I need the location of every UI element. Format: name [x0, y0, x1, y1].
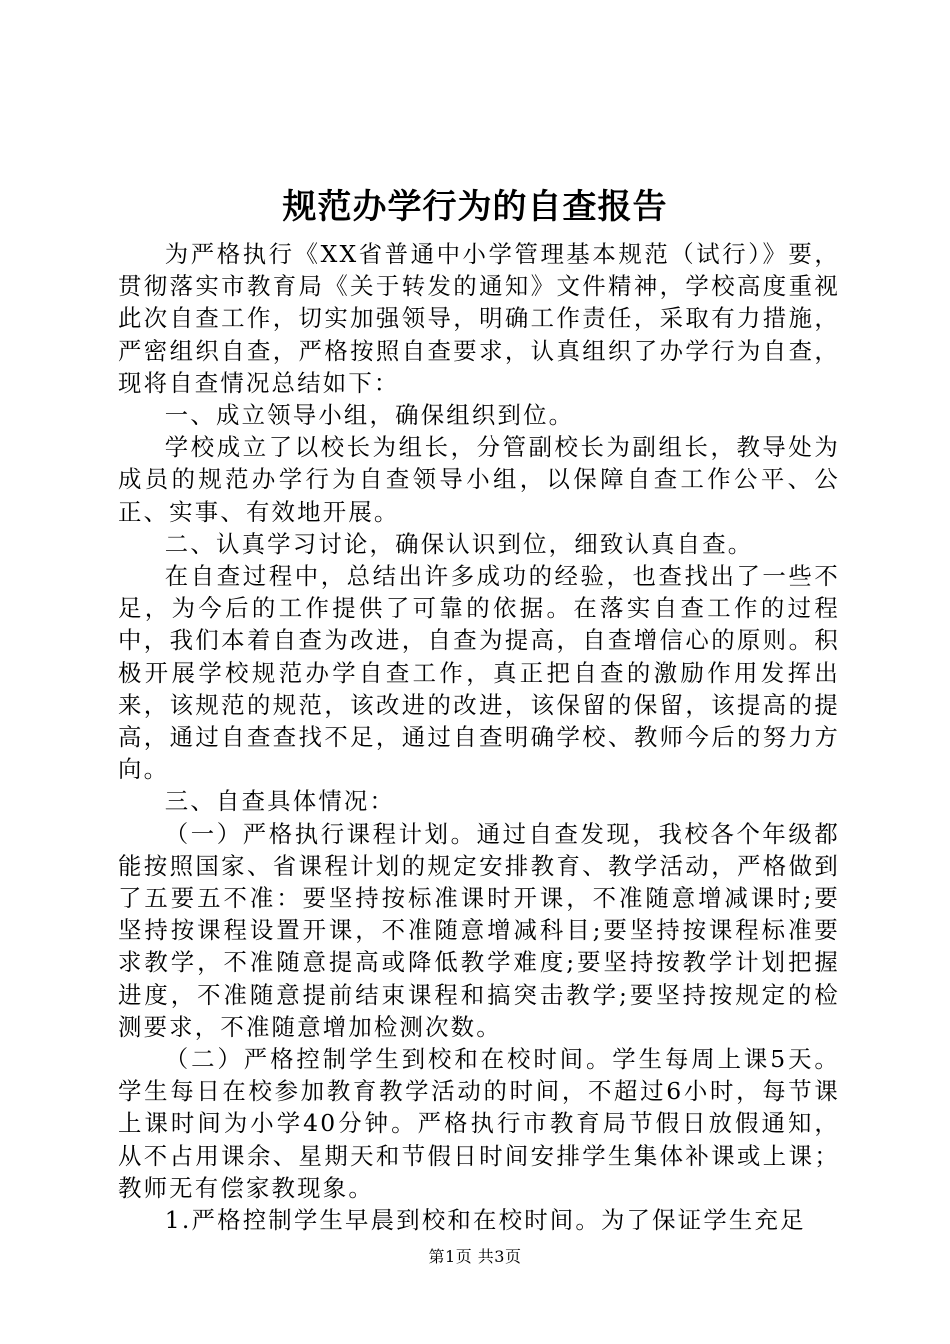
paragraph-subsection-2: （二）严格控制学生到校和在校时间。学生每周上课5天。学生每日在校参加教育教学活动的时间，不超过6小时，每节课上课时间为小学40分钟。严格执行市教育局节假日放假通知，从不占用课余、星期天和节假日时间安排学生集体补课或上课；教师无有偿家教现象。	[118, 1045, 840, 1202]
paragraph-section-1: 学校成立了以校长为组长，分管副校长为副组长，教导处为成员的规范办学行为自查领导小组，以保障自查工作公平、公正、实事、有效地开展。	[118, 433, 840, 526]
paragraph-intro: 为严格执行《XX省普通中小学管理基本规范（试行）》要，贯彻落实市教育局《关于转发的通知》文件精神，学校高度重视此次自查工作，切实加强领导，明确工作责任，采取有力措施，严密组织自查，严格按照自查要求，认真组织了办学行为自查，现将自查情况总结如下：	[118, 240, 840, 397]
paragraph-section-2: 在自查过程中，总结出许多成功的经验，也查找出了一些不足，为今后的工作提供了可靠的依据。在落实自查工作的过程中，我们本着自查为改进，自查为提高，自查增信心的原则。积极开展学校规范办学自查工作，真正把自查的激励作用发挥出来，该规范的规范，该改进的改进，该保留的保留，该提高的提高，通过自查查找不足，通过自查明确学校、教师今后的努力方向。	[118, 562, 840, 784]
heading-section-1: 一、成立领导小组，确保组织到位。	[164, 401, 575, 430]
document-body	[118, 238, 840, 1236]
heading-section-3: 三、自查具体情况：	[164, 787, 396, 816]
heading-section-2: 二、认真学习讨论，确保认识到位，细致认真自查。	[164, 529, 754, 558]
page-footer: 第1页 共3页	[428, 1247, 522, 1266]
paragraph-item-1: 1.严格控制学生早晨到校和在校时间。为了保证学生充足	[164, 1206, 806, 1235]
paragraph-subsection-1: （一）严格执行课程计划。通过自查发现，我校各个年级都能按照国家、省课程计划的规定安排教育、教学活动，严格做到了五要五不准：要坚持按标准课时开课，不准随意增减课时;要坚持按课程设置开课，不准随意增减科目;要坚持按课程标准要求教学，不准随意提高或降低教学难度;要坚持按教学计划把握进度，不准随意提前结束课程和搞突击教学;要坚持按规定的检测要求，不准随意增加检测次数。	[118, 819, 840, 1041]
document-title: 规范办学行为的自查报告	[282, 187, 668, 227]
